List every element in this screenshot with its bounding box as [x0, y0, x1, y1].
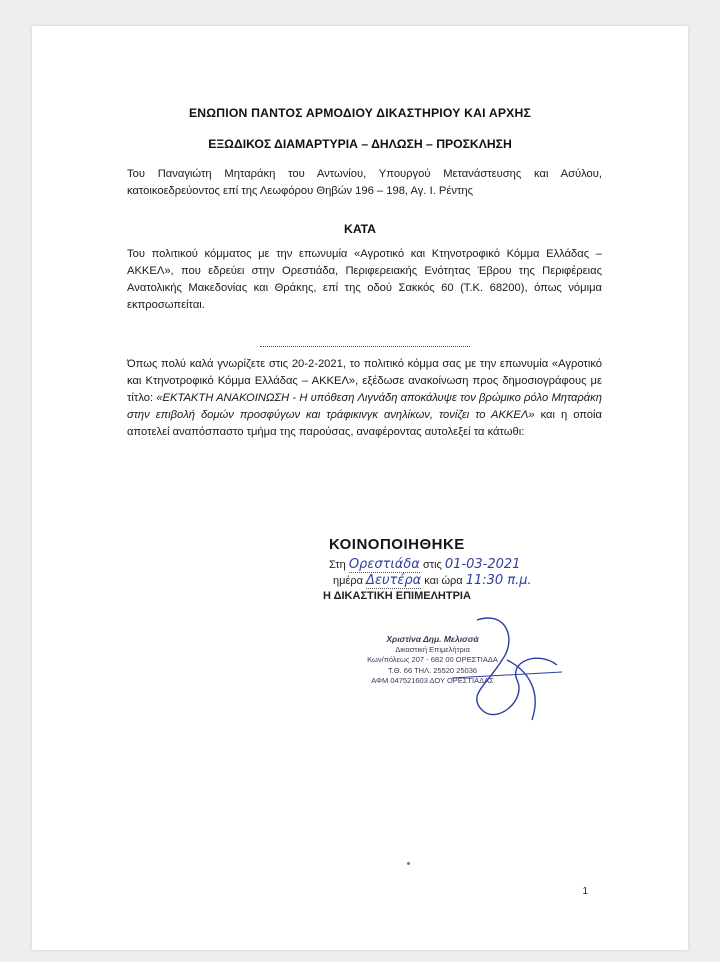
- paragraph-recipient: Του πολιτικού κόμματος με την επωνυμία «Αγροτικό και Κτηνοτροφικό Κόμμα Ελλάδας – ΑΚΚΕΛ», που εδρεύει στην Ορεστιάδα, Περιφερειακής Ενότητας Έβρου της Περιφέρειας Ανατολικής Μακεδονίας και Θράκης, επί της οδού Σακκός 60 (Τ.Κ. 68200), όπως νόμιμα εκπροσωπείται.: [127, 248, 602, 311]
- stamp-place-date-line: [329, 557, 520, 572]
- signature-icon: [447, 600, 572, 730]
- seal-phone: Τ.Θ. 66 ΤΗΛ. 25520 25036: [387, 665, 478, 675]
- body-text-end: και η οποία αποτελεί αναπόσπαστο τμήμα της παρούσας, αναφέροντας αυτολεξεί τα κάτωθι:: [127, 409, 602, 438]
- stamp-day-time-line: [333, 573, 532, 588]
- kata-heading: ΚΑΤΑ: [344, 222, 376, 236]
- document-page: [32, 26, 688, 950]
- stamp-officer-title: Η ΔΙΚΑΣΤΙΚΗ ΕΠΙΜΕΛΗΤΡΙΑ: [323, 590, 471, 602]
- seal-role: Δικαστική Επιμελήτρια: [395, 644, 470, 654]
- dotted-separator: [260, 346, 470, 347]
- seal-name: Χριστίνα Δημ. Μελισσά: [386, 634, 479, 644]
- paragraph-sender: Του Παναγιώτη Μηταράκη του Αντωνίου, Υπουργού Μετανάστευσης και Ασύλου, κατοικοεδρεύοντος επί της Λεωφόρου Θηβών 196 – 198, Αγ. Ι. Ρέντης: [127, 168, 602, 197]
- page-number: 1: [582, 886, 588, 897]
- stamp-place-handwritten: Ορεστιάδα: [348, 557, 420, 572]
- paragraph-body: [127, 356, 602, 441]
- body-text-start: Όπως πολύ καλά γνωρίζετε στις 20-2-2021, το πολιτικό κόμμα σας με την επωνυμία «Αγροτικό και Κτηνοτροφικό Κόμμα Ελλάδας – ΑΚΚΕΛ», εξέδωσε ανακοίνωση προς δημοσιογράφους με τίτλο:: [127, 358, 602, 404]
- stamp-date-handwritten: 01-03-2021: [444, 557, 521, 572]
- seal-address: Κων/πόλεως 207 - 682 00 ΟΡΕΣΤΙΑΔΑ: [367, 655, 498, 664]
- stamp-day-handwritten: Δευτέρα: [366, 573, 422, 588]
- body-text-quote: «ΕΚΤΑΚΤΗ ΑΝΑΚΟΙΝΩΣΗ - Η υπόθεση Λιγνάδη αποκάλυψε τον βρώμικο ρόλο Μηταράκη στην επιβολή δομών προσφύγων και τράφικινγκ ανηλίκων, τονίζει το ΑΚΚΕΛ»: [127, 392, 602, 421]
- stamp-day-prefix: ημέρα: [333, 575, 363, 587]
- stamp-place-prefix: Στη: [329, 559, 346, 571]
- document-heading: ΕΝΩΠΙΟΝ ΠΑΝΤΟΣ ΑΡΜΟΔΙΟΥ ΔΙΚΑΣΤΗΡΙΟΥ ΚΑΙ ΑΡΧΗΣ: [188, 106, 532, 120]
- stamp-time-handwritten: 11:30 π.μ.: [465, 573, 532, 588]
- stamp-time-prefix: και ώρα: [424, 575, 463, 587]
- document-subheading: ΕΞΩΔΙΚΟΣ ΔΙΑΜΑΡΤΥΡΙΑ – ΔΗΛΩΣΗ – ΠΡΟΣΚΛΗΣΗ: [208, 137, 512, 151]
- stamp-heading: ΚΟΙΝΟΠΟΙΗΘΗΚΕ: [329, 536, 465, 553]
- seal-afm: ΑΦΜ 047521603 ΔΟΥ ΟΡΕΣΤΙΑΔΑΣ: [371, 676, 494, 685]
- scan-mark: [407, 862, 410, 865]
- service-stamp: [297, 530, 577, 730]
- stamp-date-prefix: στις: [422, 559, 442, 571]
